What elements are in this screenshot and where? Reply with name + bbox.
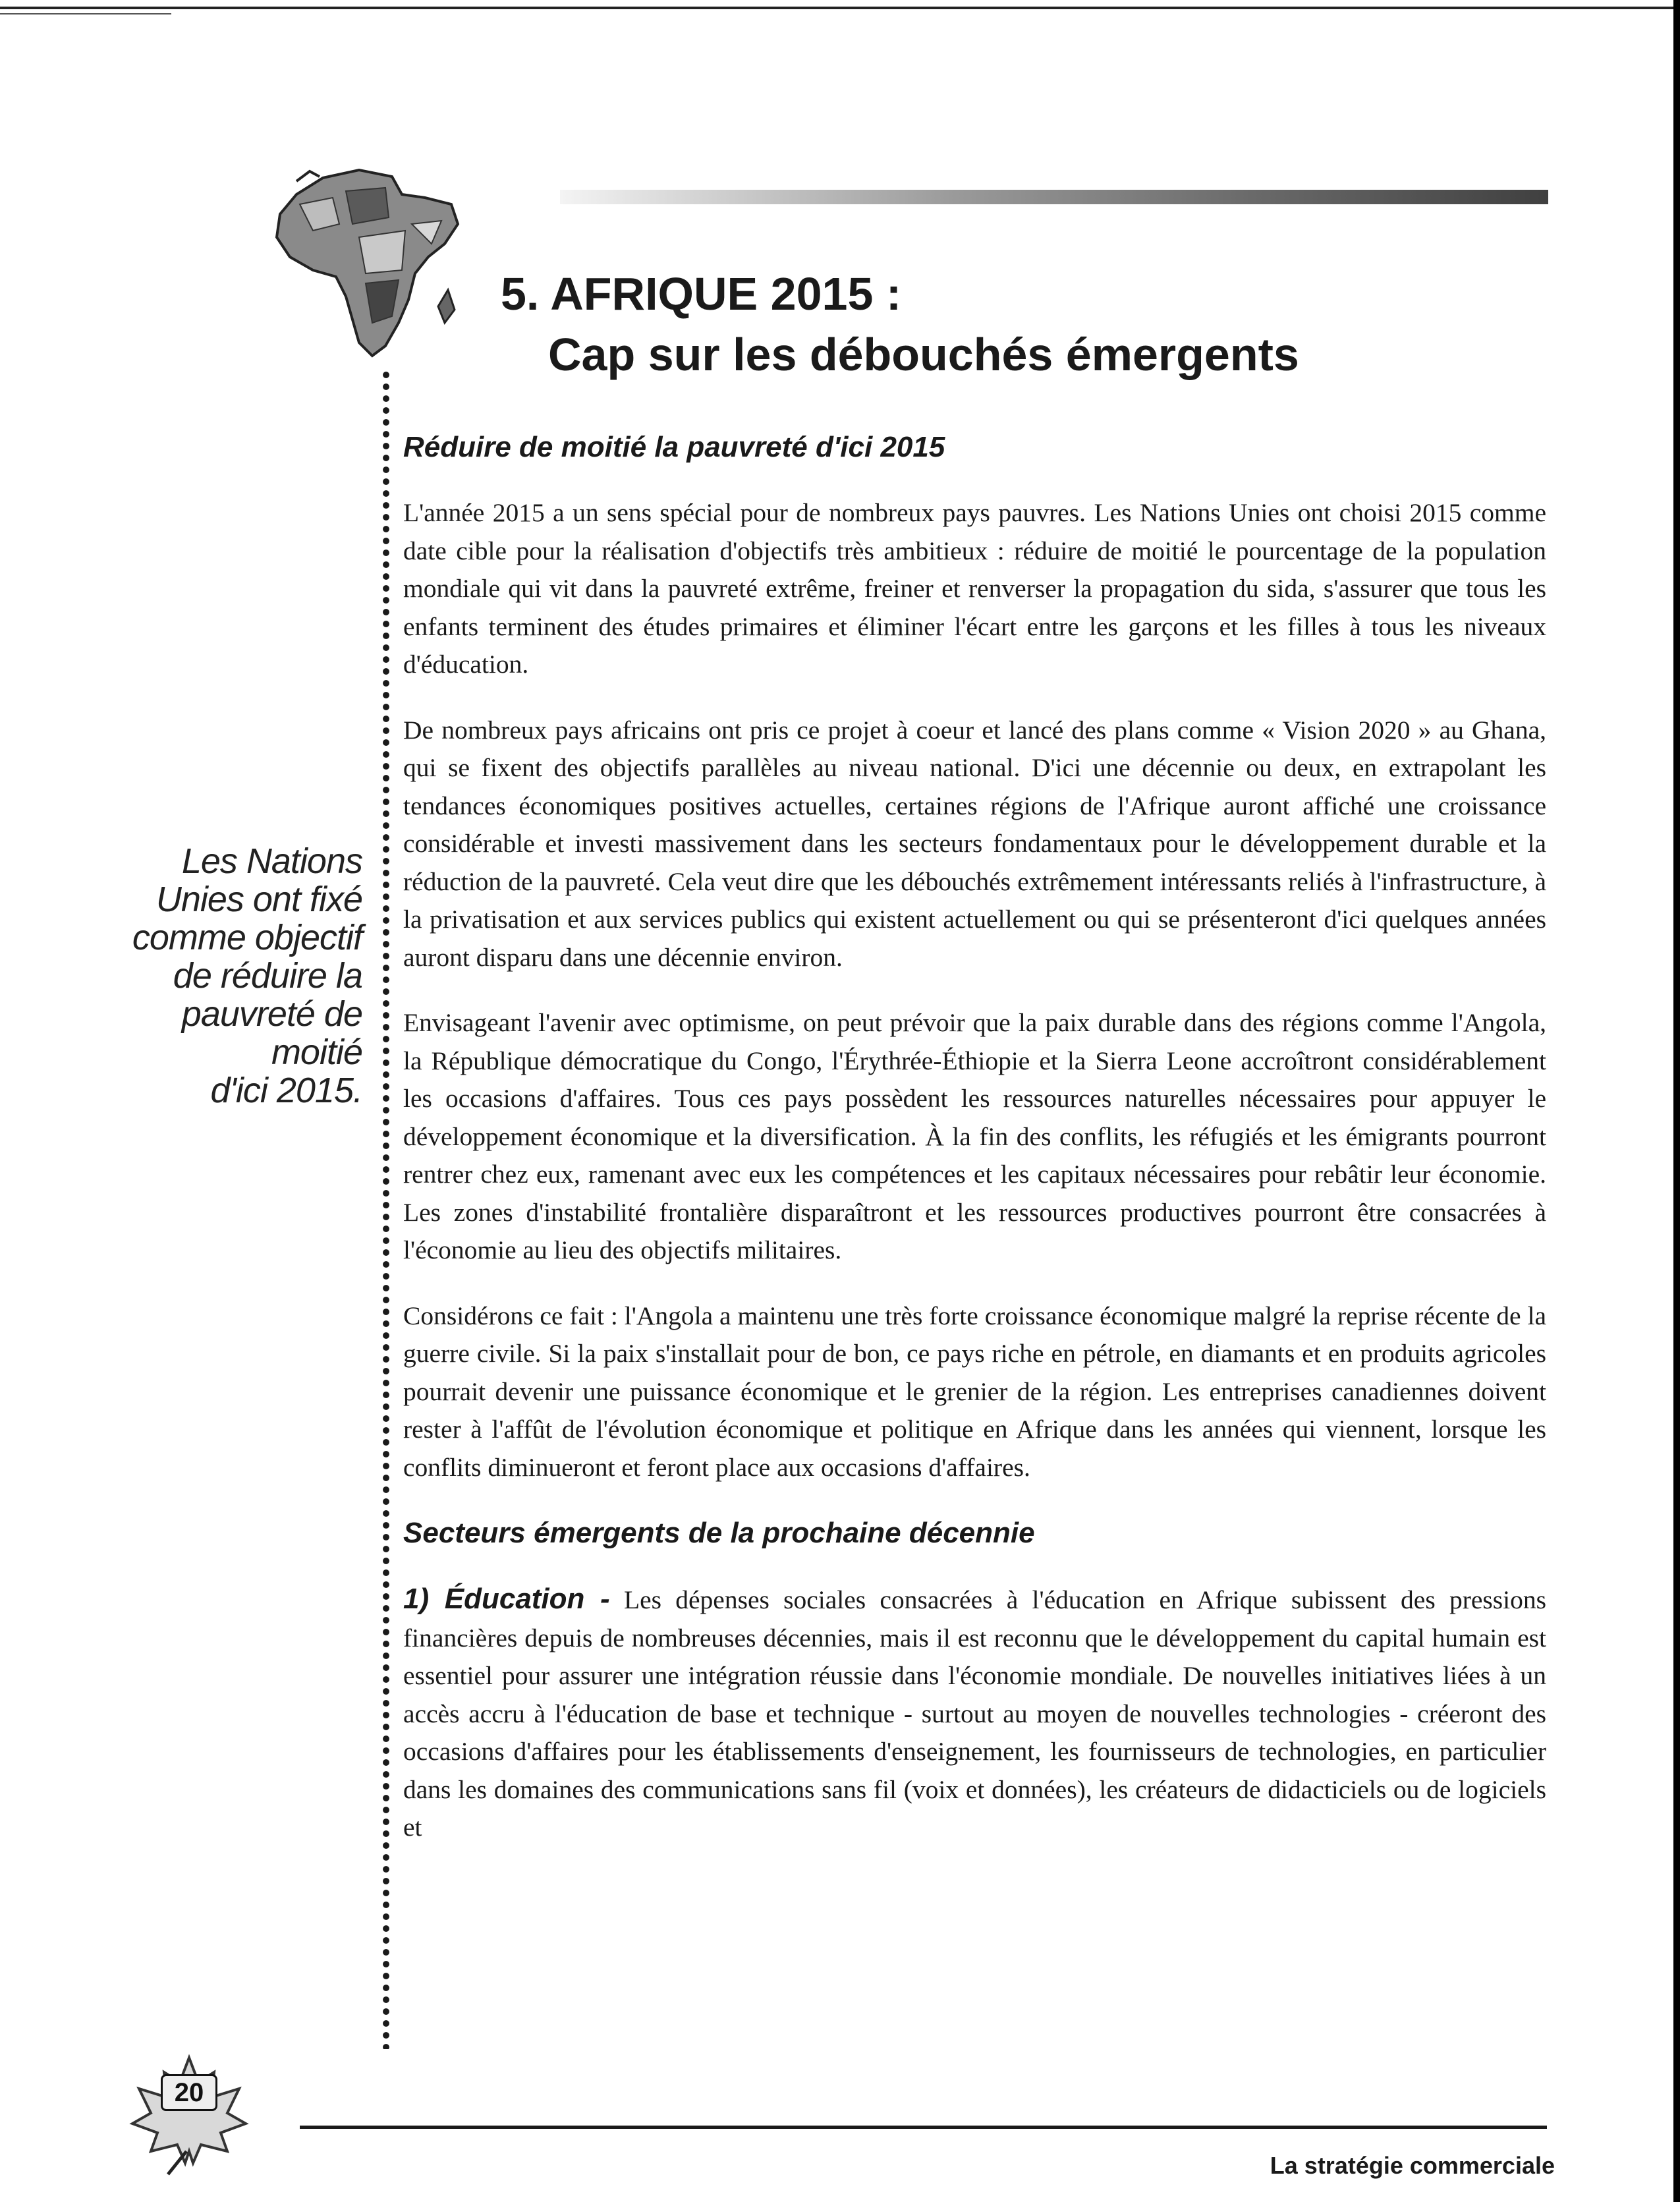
pull-quote-line: de réduire la xyxy=(173,956,362,996)
education-text: Les dépenses sociales consacrées à l'éducation en Afrique subissent des pressions financières depuis de nombreuses décennies, mais il est reconnu que le développement du capital humain est essentiel pour assurer une intégration réussie dans l'économie mondiale. De nouvelles initiatives liées à un accès accru à l'éducation de base et technique - surtout au moyen de nouvelles technologies - créeront des occasions d'affaires pour les établissements d'enseignement, les fournisseurs de technologies, en particulier dans les domaines des communications sans fil (voix et données), les créateurs de didacticiels ou de logiciels et xyxy=(403,1585,1546,1842)
top-border xyxy=(0,7,1680,9)
pull-quote xyxy=(105,842,362,1110)
section-heading-poverty: Réduire de moitié la pauvreté d'ici 2015 xyxy=(403,431,945,463)
dotted-margin-rule xyxy=(382,369,390,2049)
pull-quote-line: pauvreté de xyxy=(181,994,362,1034)
pull-quote-line: Les Nations xyxy=(181,841,362,881)
paragraph: L'année 2015 a un sens spécial pour de nombreux pays pauvres. Les Nations Unies ont choisi 2015 comme date cible pour la réalisation d'objectifs très ambitieux : réduire de moitié le pourcentage de la population mondiale qui vit dans la pauvreté extrême, freiner et renverser la propagation du sida, s'assurer que tous les enfants terminent des études primaires et éliminer l'écart entre les garçons et les filles à tous les niveaux d'éducation. xyxy=(403,498,1546,679)
africa-map-icon xyxy=(260,158,471,362)
pull-quote-line: Unies ont fixé xyxy=(155,880,362,919)
publication-name: La stratégie commerciale xyxy=(1270,2152,1555,2179)
scan-edge xyxy=(1673,0,1680,2202)
maple-leaf-icon xyxy=(128,2052,250,2178)
pull-quote-line: moitié xyxy=(271,1032,362,1072)
pull-quote-line: comme objectif xyxy=(132,918,362,957)
paragraph: Considérons ce fait : l'Angola a maintenu une très forte croissance économique malgré la reprise récente de la guerre civile. Si la paix s'installait pour de bon, ce pays riche en pétrole, en diamants et en produits agricoles pourrait devenir une puissance économique et le grenier de la région. Les entreprises canadiennes doivent rester à l'affût de l'évolution économique et politique en Afrique dans les années qui viennent, lorsque les conflits diminueront et feront place aux occasions d'affaires. xyxy=(403,1301,1546,1482)
title-line-2: Cap sur les débouchés émergents xyxy=(548,329,1299,380)
main-content xyxy=(403,428,1546,1847)
title-rule xyxy=(560,190,1548,204)
paragraph: Envisageant l'avenir avec optimisme, on peut prévoir que la paix durable dans des régions comme l'Angola, la République démocratique du Congo, l'Érythrée-Éthiopie et la Sierra Leone accroîtront considérablement les occasions d'affaires. Tous ces pays possèdent les ressources naturelles nécessaires pour appuyer le développement économique et la diversification. À la fin des conflits, les réfugiés et les émigrants pourront rentrer chez eux, ramenant avec eux les compétences et les capitaux nécessaires pour rebâtir leur économie. Les zones d'instabilité frontalière disparaîtront et les ressources productives pourront être consacrées à l'économie au lieu des objectifs militaires. xyxy=(403,1008,1546,1264)
page-number: 20 xyxy=(161,2074,217,2111)
paragraph-education xyxy=(403,1580,1546,1847)
pull-quote-line: d'ici 2015. xyxy=(210,1071,362,1110)
title-line-1: 5. AFRIQUE 2015 : xyxy=(501,268,902,320)
paragraph: De nombreux pays africains ont pris ce projet à coeur et lancé des plans comme « Vision 2020 » au Ghana, qui se fixent des objectifs parallèles au niveau national. D'ici une décennie ou deux, en extrapolant les tendances économiques positives actuelles, certaines régions de l'Afrique auront affiché une croissance considérable et investi massivement dans les secteurs fondamentaux pour le développement durable et la réduction de la pauvreté. Cela veut dire que les débouchés extrêmement intéressants reliés à l'infrastructure, à la privatisation et aux services publics qui existent actuellement ou qui se présenteront d'ici quelques années auront disparu dans une décennie environ. xyxy=(403,715,1546,972)
footer-rule xyxy=(300,2126,1547,2129)
section-heading-sectors: Secteurs émergents de la prochaine décennie xyxy=(403,1517,1035,1549)
education-lead: 1) Éducation - xyxy=(403,1583,610,1615)
page-title xyxy=(501,264,1489,385)
top-border-accent xyxy=(0,13,171,14)
